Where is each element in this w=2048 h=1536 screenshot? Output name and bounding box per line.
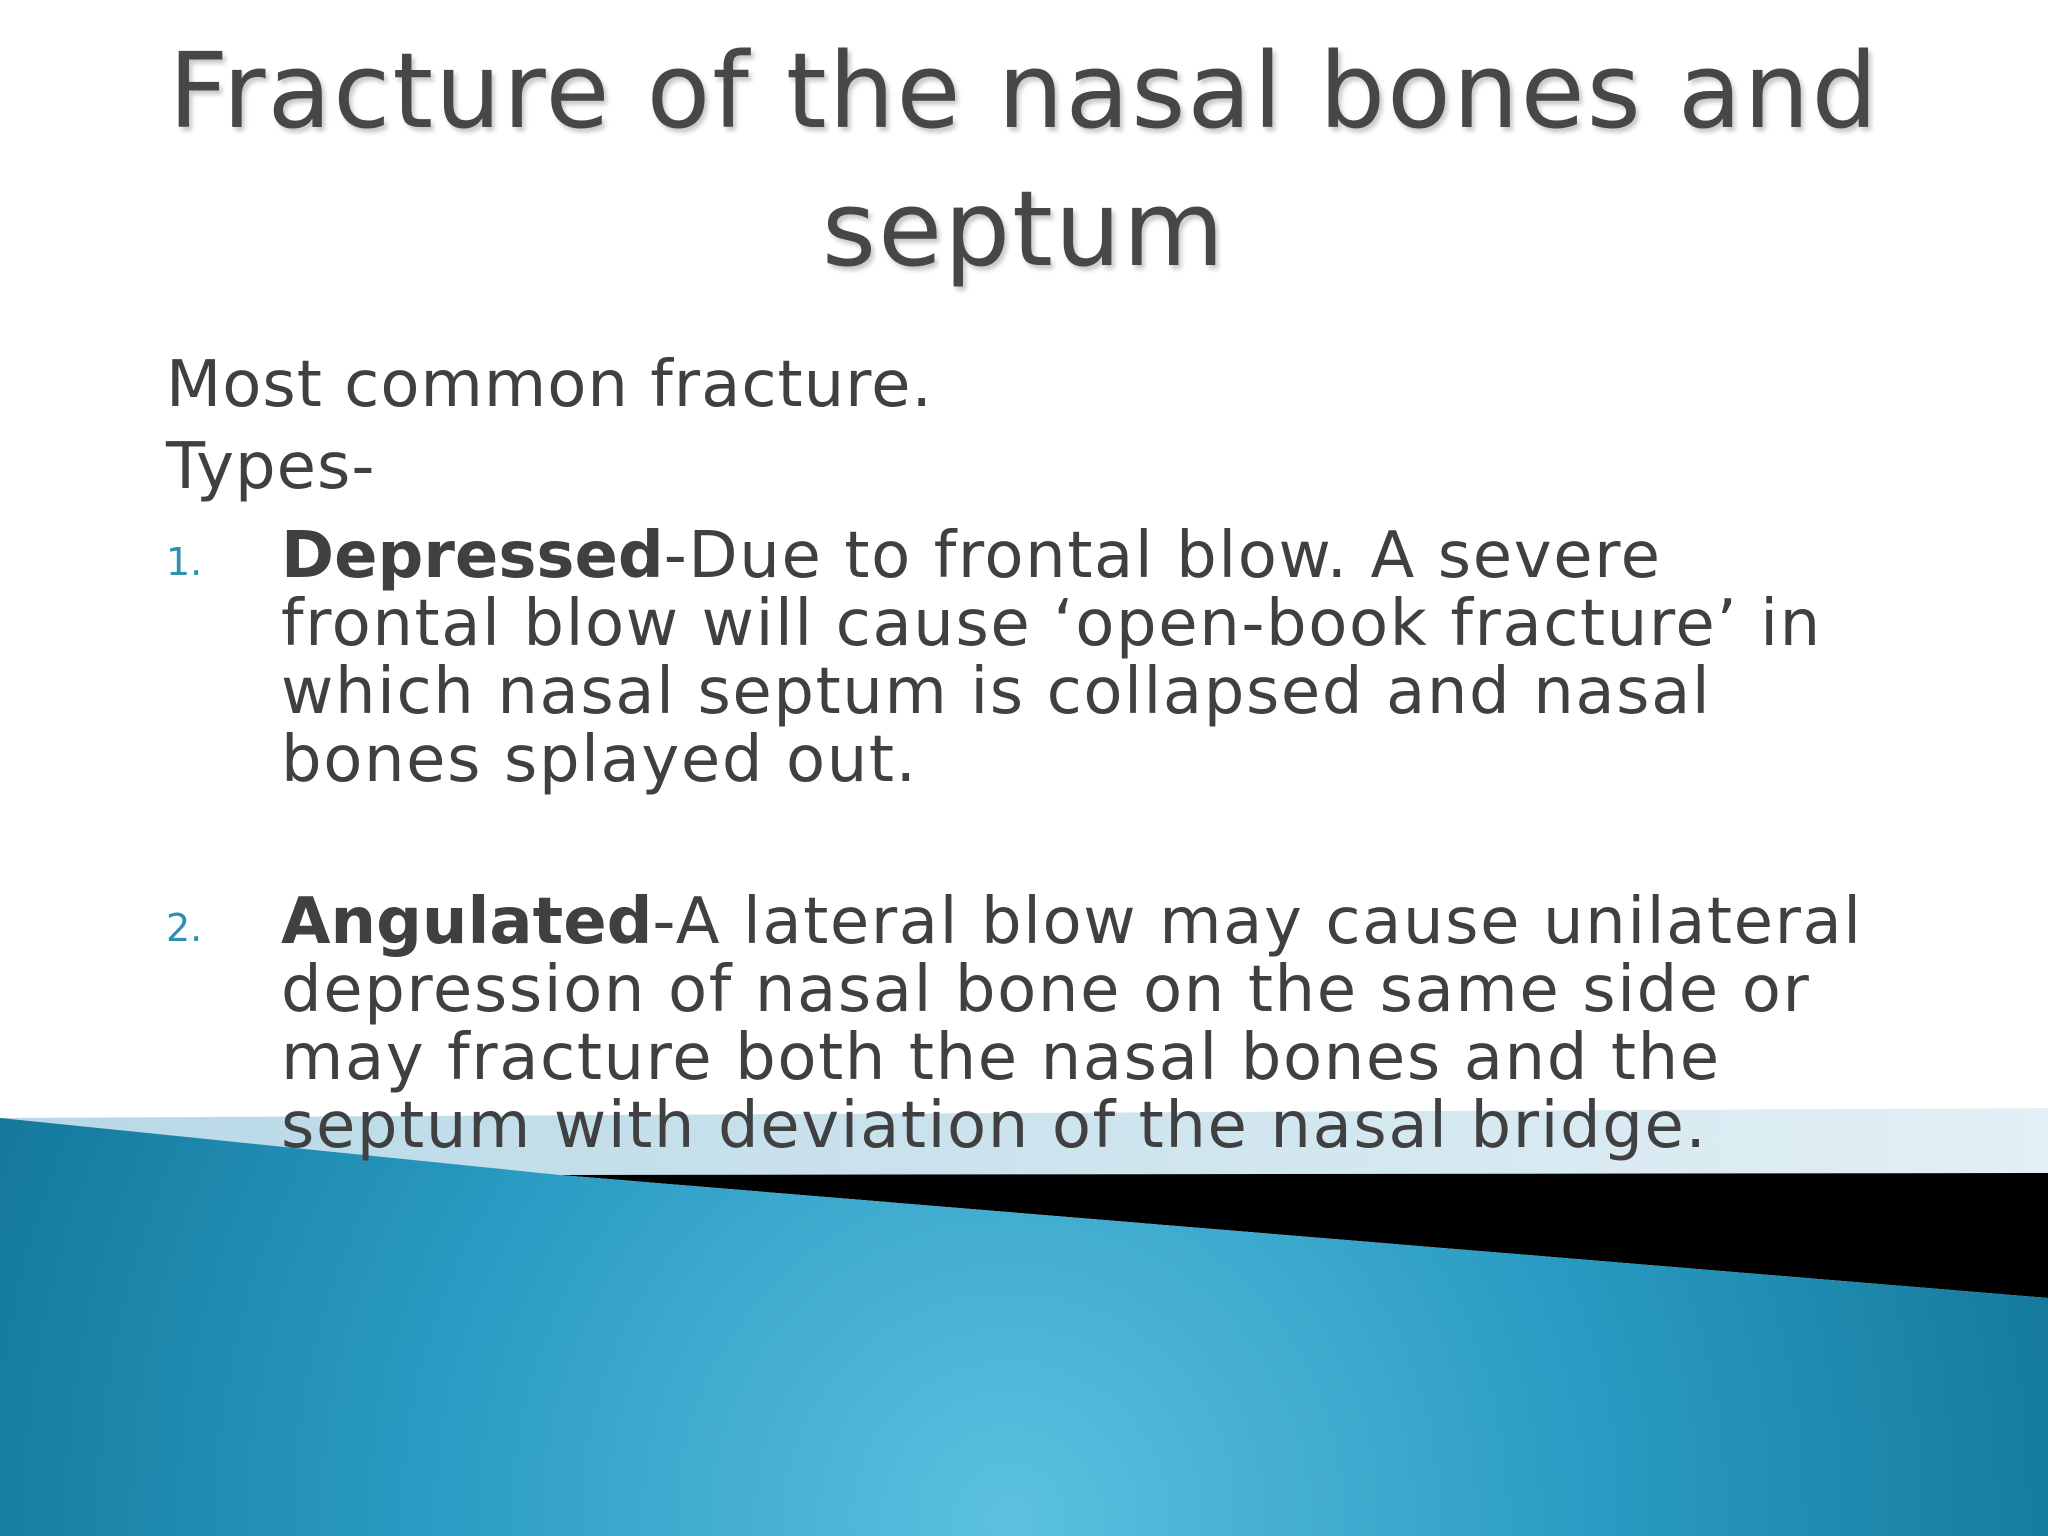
fracture-type-term: Angulated — [281, 885, 653, 959]
slide-title: Fracture of the nasal bones and septum — [168, 30, 1880, 290]
fracture-types-list — [166, 519, 1866, 1163]
list-item — [166, 519, 1866, 797]
slide-body — [166, 344, 1866, 1163]
fracture-type-description: -A lateral blow may cause unilateral depression of nasal bone on the same side or may fracture both the nasal bones and the septum with deviation of the nasal bridge. — [281, 885, 1863, 1163]
list-number: 1. — [166, 540, 203, 584]
types-heading: Types- — [166, 430, 376, 504]
list-number: 2. — [166, 906, 203, 950]
intro-line: Most common fracture. — [166, 348, 933, 422]
list-item — [166, 885, 1866, 1163]
fracture-type-description: -Due to frontal blow. A severe frontal blow will cause ‘open-book fracture’ in which nasal septum is collapsed and nasal bones splayed out. — [281, 519, 1822, 797]
fracture-type-term: Depressed — [281, 519, 664, 593]
